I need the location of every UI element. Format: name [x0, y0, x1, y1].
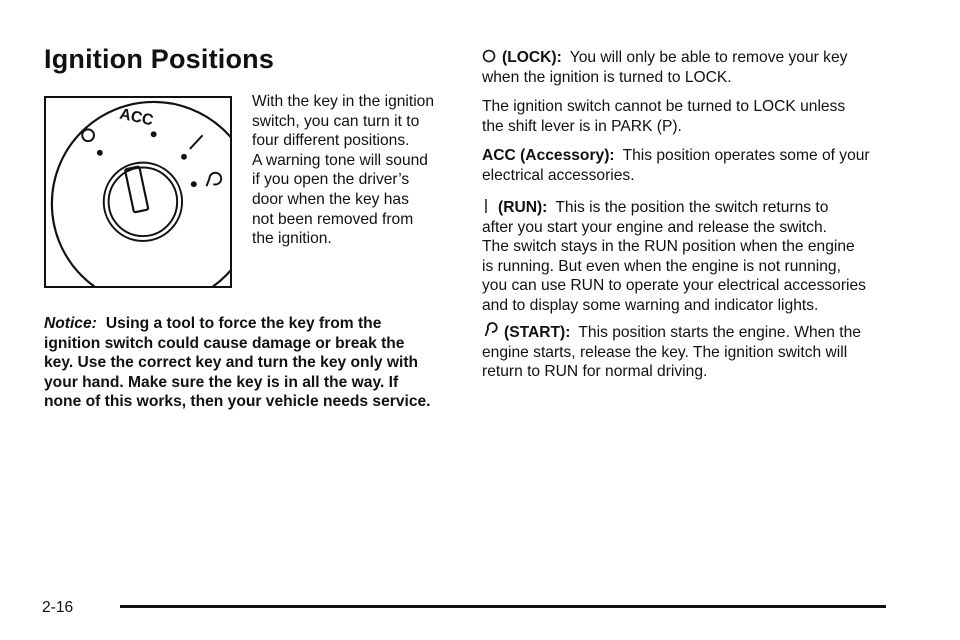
run-term: (RUN):: [498, 199, 548, 216]
intro-line: the ignition.: [252, 230, 332, 248]
acc-first-line: [482, 146, 870, 166]
run-paragraph: [482, 198, 866, 316]
notice-lead: Notice:: [44, 315, 97, 332]
intro-line: A warning tone will sound: [252, 151, 428, 169]
run-line: you can use RUN to operate your electrical accessories: [482, 277, 866, 295]
acc-dot: [151, 131, 157, 137]
key-slot: [125, 166, 149, 212]
acc-paragraph: [482, 146, 870, 185]
start-symbol-icon: [207, 173, 222, 186]
lock-position-icon: [482, 48, 496, 64]
run-position-icon: [482, 198, 492, 214]
ignition-switch-drawing: [46, 98, 230, 286]
key-cylinder-outer: [104, 163, 182, 241]
lock-note-paragraph: [482, 97, 845, 136]
run-line: and to display some warning and indicator lights.: [482, 296, 819, 314]
section-title: Ignition Positions: [44, 44, 275, 74]
lock-first-line: [482, 48, 847, 68]
lock-term: (LOCK):: [502, 49, 562, 66]
ignition-switch-illustration: [44, 96, 232, 288]
lock-note-line: the shift lever is in PARK (P).: [482, 117, 682, 135]
lock-paragraph: [482, 48, 847, 87]
start-line: return to RUN for normal driving.: [482, 363, 708, 381]
intro-paragraph: [252, 92, 452, 249]
run-line: is running. But even when the engine is not running,: [482, 257, 841, 275]
acc-text: This position operates some of your: [622, 147, 870, 164]
switch-bezel: [52, 102, 230, 286]
intro-line: if you open the driver’s: [252, 171, 410, 189]
lock-note-line: The ignition switch cannot be turned to LOCK unless: [482, 98, 846, 115]
page-number: 2-16: [42, 599, 74, 616]
lock-line: when the ignition is turned to LOCK.: [482, 68, 732, 86]
notice-paragraph: [44, 314, 454, 412]
run-text: This is the position the switch returns to: [555, 199, 829, 216]
lock-dot: [97, 150, 103, 156]
start-line: engine starts, release the key. The ignition switch will: [482, 343, 848, 361]
run-line: after you start your engine and release the switch.: [482, 218, 827, 236]
notice-line: your hand. Make sure the key is in all the way. If: [44, 373, 399, 391]
intro-line: door when the key has: [252, 190, 409, 208]
notice-line: key. Use the correct key and turn the key only with: [44, 354, 419, 372]
lock-text: You will only be able to remove your key: [569, 49, 848, 66]
notice-text: Using a tool to force the key from the: [105, 315, 382, 332]
start-dot: [191, 181, 197, 187]
acc-label: ACC: [118, 105, 155, 130]
intro-line: not been removed from: [252, 210, 414, 228]
acc-term: ACC (Accessory):: [482, 147, 615, 164]
run-dot: [181, 154, 187, 160]
notice-line: none of this works, then your vehicle needs service.: [44, 393, 431, 411]
run-line: The switch stays in the RUN position when the engine: [482, 238, 855, 256]
footer-rule: [120, 605, 886, 608]
intro-line: With the key in the ignition: [252, 93, 435, 110]
notice-line: ignition switch could cause damage or break the: [44, 334, 405, 352]
start-first-line: [482, 321, 861, 343]
acc-line: electrical accessories.: [482, 166, 635, 184]
start-term: (START):: [504, 324, 571, 341]
intro-line: switch, you can turn it to: [252, 112, 420, 130]
intro-line: four different positions.: [252, 132, 410, 150]
lock-symbol-icon: [82, 129, 94, 141]
start-position-icon: [482, 321, 498, 339]
start-paragraph: [482, 321, 861, 382]
run-symbol-icon: [190, 135, 203, 149]
notice-first-line: [44, 314, 454, 334]
key-cylinder-inner: [109, 168, 178, 237]
start-text: This position starts the engine. When the: [578, 324, 861, 341]
run-first-line: [482, 198, 866, 218]
